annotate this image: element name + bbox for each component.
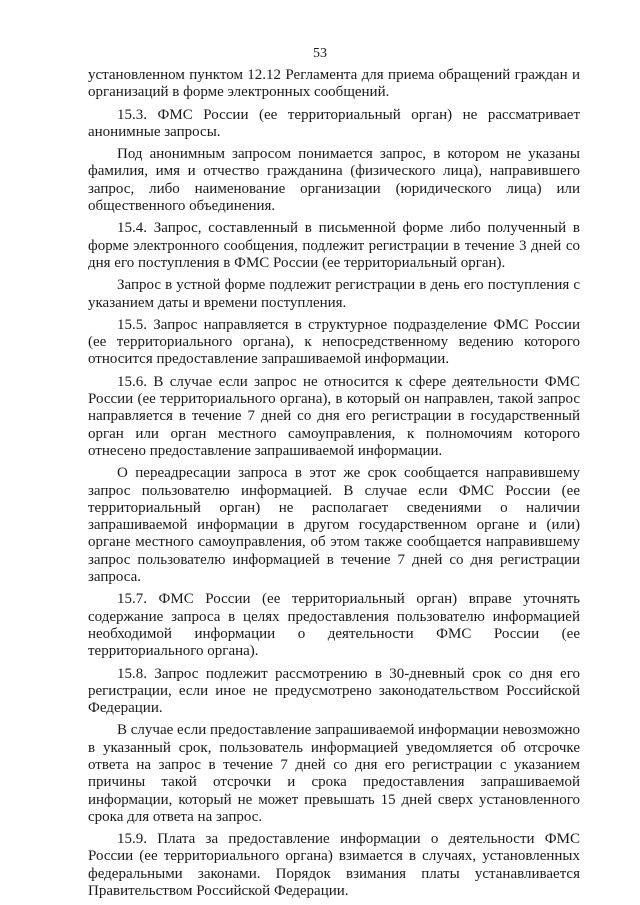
paragraph-15-9: 15.9. Плата за предоставление информации о деятельности ФМС России (ее территориального органа) взимается в случаях, установленных федеральными законами. Порядок взимания платы устанавливается Правительством Российской Федерации.: [88, 831, 580, 900]
paragraph-15-4: 15.4. Запрос, составленный в письменной форме либо полученный в форме электронного сообщения, подлежит регистрации в течение 3 дней со дня его поступления в ФМС России (ее территориальный орган).: [88, 220, 580, 271]
paragraph-15-6: 15.6. В случае если запрос не относится к сфере деятельности ФМС России (ее территориального органа), в который он направлен, такой запрос направляется в течение 7 дней со дня его регистрации в государственный орган или орган местного самоуправления, к полномочиям которого отнесено предоставление запрашиваемой информации.: [88, 373, 580, 459]
paragraph-anonymous-definition: Под анонимным запросом понимается запрос, в котором не указаны фамилия, имя и отчество гражданина (физического лица), направившего запрос, либо наименование организации (юридического лица) или общественного объединения.: [88, 146, 580, 215]
paragraph-redirection: О переадресации запроса в этот же срок сообщается направившему запрос пользователю информацией. В случае если ФМС России (ее территориальный орган) не располагает сведениями о наличии запрашиваемой информации в другом государственном органе и (или) органе местного самоуправления, об этом также сообщается направившему запрос пользователю информацией в течение 7 дней со дня регистрации запроса.: [88, 465, 580, 586]
page-number: 53: [313, 46, 327, 61]
paragraph-15-8: 15.8. Запрос подлежит рассмотрению в 30-дневный срок со дня его регистрации, если иное не предусмотрено законодательством Российской Федерации.: [88, 665, 580, 717]
paragraph-15-3: 15.3. ФМС России (ее территориальный орган) не рассматривает анонимные запросы.: [88, 106, 580, 140]
paragraph-15-7: 15.7. ФМС России (ее территориальный орган) вправе уточнять содержание запроса в целях предоставления пользователю информацией необходимой информации о деятельности ФМС России (ее территориального органа).: [88, 591, 580, 660]
paragraph-deferral: В случае если предоставление запрашиваемой информации невозможно в указанный срок, пользователь информацией уведомляется об отсрочке ответа на запрос в течение 7 дней со дня его регистрации с указанием причины такой отсрочки и срока предоставления запрашиваемой информации, который не может превышать 15 дней сверх установленного срока для ответа на запрос.: [88, 722, 580, 825]
document-body: [88, 67, 580, 905]
paragraph-oral-request: Запрос в устной форме подлежит регистрации в день его поступления с указанием даты и времени поступления.: [88, 277, 580, 311]
paragraph-continuation: установленном пунктом 12.12 Регламента для приема обращений граждан и организаций в форме электронных сообщений.: [88, 67, 580, 101]
paragraph-15-5: 15.5. Запрос направляется в структурное подразделение ФМС России (ее территориального органа), к непосредственному ведению которого относится предоставление запрашиваемой информации.: [88, 316, 580, 368]
